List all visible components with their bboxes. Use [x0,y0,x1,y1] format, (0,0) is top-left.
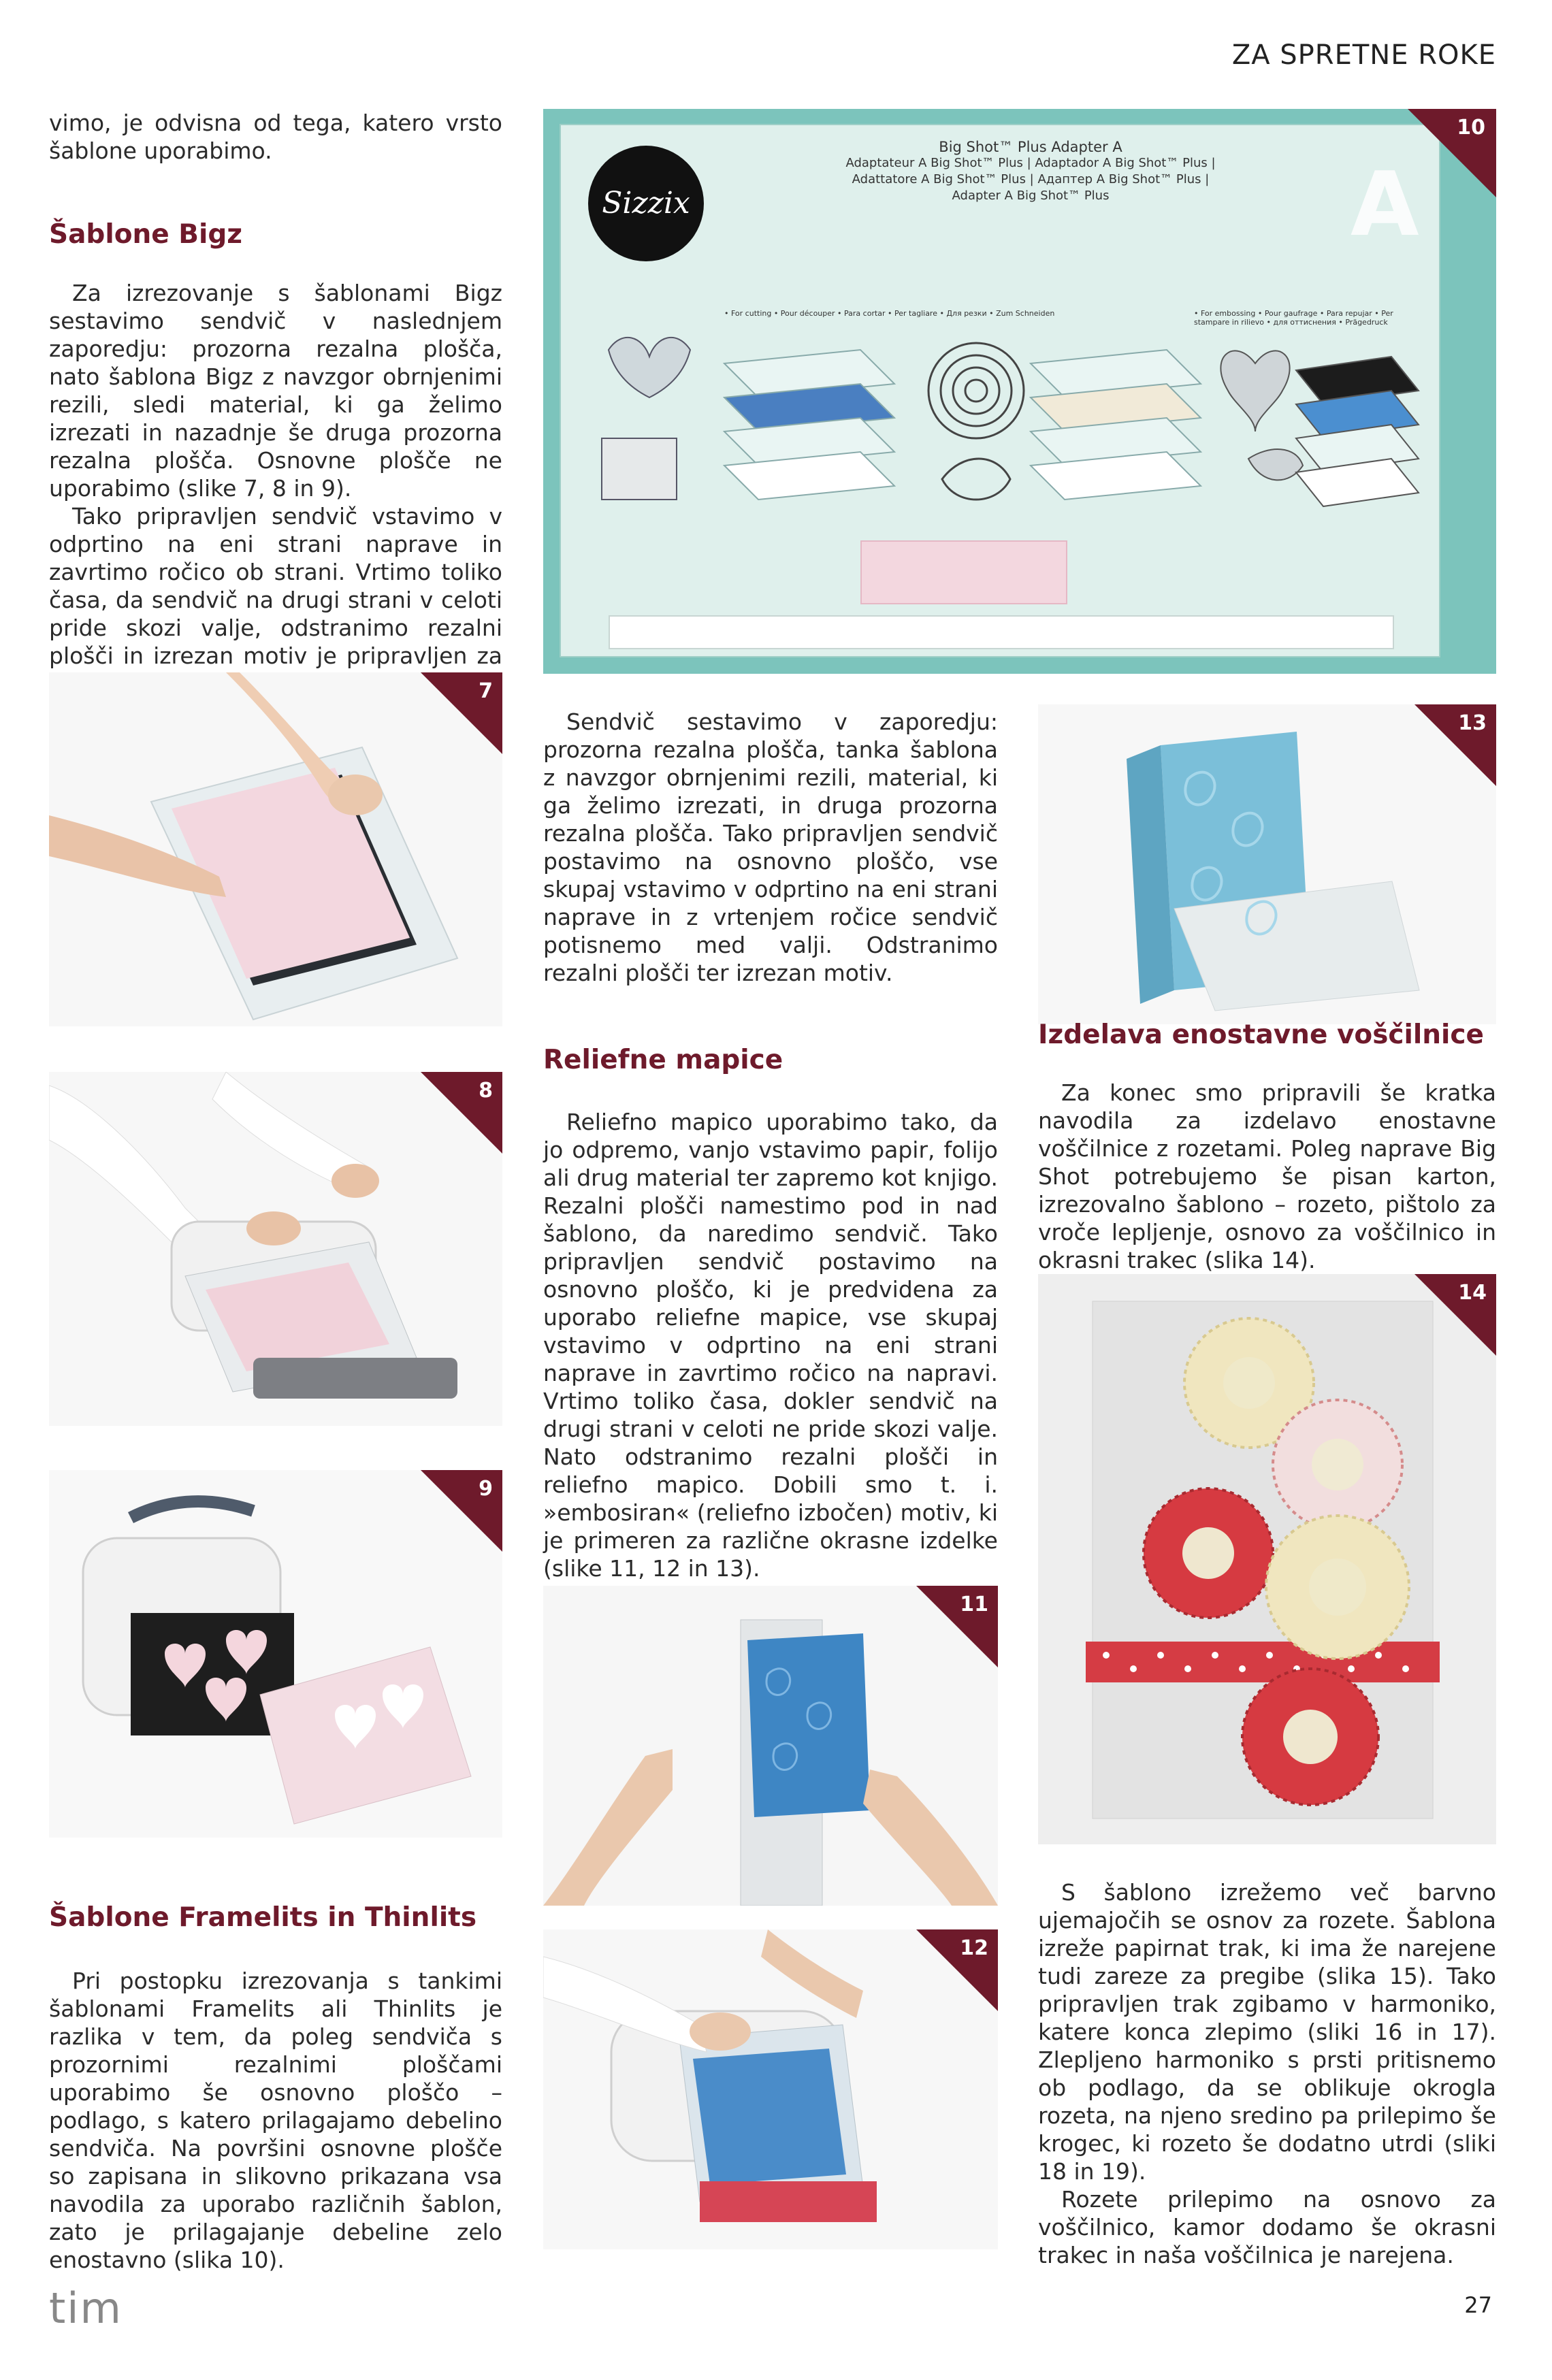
col3-card-text-1 [1038,1079,1496,1274]
figure-7-photo [49,672,502,1026]
figure-11-photo [543,1586,998,1906]
col1-bigz-text [49,279,502,698]
heading-card: Izdelava enostavne voščilnice [1038,1020,1484,1050]
figure-11-number: 11 [960,1593,988,1616]
col2-sandwich-text [543,708,998,987]
figure-13-number: 13 [1458,711,1487,735]
plate-diagrams [575,323,1432,547]
heading-bigz: Šablone Bigz [49,219,242,250]
figure-9-photo [49,1470,502,1838]
plate-warning-strip [609,615,1394,649]
figure-12-photo [543,1929,998,2249]
figure-8-number: 8 [479,1079,493,1103]
running-header: ZA SPRETNE ROKE [1231,39,1496,71]
plate-title: Big Shot™ Plus Adapter A [939,139,1122,155]
plate-note-box [860,540,1067,604]
figure-14-number: 14 [1458,1281,1487,1305]
plate-lang-line-1: Adaptateur A Big Shot™ Plus | Adaptador A Big Shot™ Plus | [845,156,1216,170]
col1-intro [49,109,502,165]
cutting-label: • For cutting • Pour découper • Para cortar • Per tagliare • Для резки • Zum Schneiden [724,309,1055,318]
plate-lang-line-3: Adapter A Big Shot™ Plus [952,189,1110,203]
figure-9-number: 9 [479,1477,493,1501]
figure-14-photo [1038,1274,1496,1844]
figure-8-photo [49,1072,502,1426]
page-number: 27 [1464,2292,1492,2318]
heading-framelits: Šablone Framelits in Thinlits [49,1902,477,1933]
figure-13-photo [1038,704,1496,1024]
embossing-label: • For embossing • Pour gaufrage • Para repujar • Per stampare in rilievo • для оттиснения • Prägedruck [1194,309,1393,327]
plate-letter: A [1351,152,1419,256]
sizzix-logo: Sizzix [588,146,704,261]
col2-relief-text [543,1108,998,1582]
plate-title-block [820,139,1242,204]
figure-7-number: 7 [479,679,493,703]
bigz-paragraph-2: Tako pripravljen sendvič vstavimo v odprtino na eni strani naprave in zavrtimo ročico ob strani. Vrtimo toliko časa, da sendvič na drugi strani v celoti pride skozi valje, odstranimo rezalni plošči in izrezan motiv je pripravljen za [49,503,502,669]
intro-paragraph: vimo, je odvisna od tega, katero vrsto šablone uporabimo. [49,110,502,164]
framelits-paragraph: Pri postopku izrezovanja s tankimi šablonami Framelits ali Thinlits je razlika v tem, da poleg sendviča s prozornimi rezalnimi ploščami uporabimo še osnovno ploščo – podlago, s katero prilagajamo debelino sendviča. Na površini osnovne plošče so zapisana in slikovno prikazana vsa navodila za uporabo različnih šablon, zato je prilagajanje debeline zelo enostavno (slika 10). [49,1968,502,2273]
plate-lang-line-2: Adattatore A Big Shot™ Plus | Адаптер A Big Shot™ Plus | [852,172,1210,186]
sandwich-paragraph: Sendvič sestavimo v zaporedju: prozorna rezalna plošča, tanka šablona z navzgor obrnjenimi rezili, material, ki ga želimo izrezati, in druga prozorna rezalna plošča. Tako pripravljen sendvič postavimo na osnovno ploščo, vse skupaj vstavimo v odprtino na eni strani naprave in z vrtenjem ročice sendvič potisnemo med valji. Odstranimo rezalni plošči ter izrezan motiv. [543,708,998,986]
figure-12-number: 12 [960,1936,988,1960]
col3-card-text-2 [1038,1878,1496,2269]
col1-framelits-text [49,1967,502,2274]
figure-10-number: 10 [1457,116,1485,140]
relief-paragraph: Reliefno mapico uporabimo tako, da jo odpremo, vanjo vstavimo papir, folijo ali drug material ter zapremo kot knjigo. Rezalni plošči namestimo pod in nad šablono, da naredimo sendvič. Tako pripravljen sendvič postavimo na osnovno ploščo, ki je predvidena za uporabo reliefne mapice, vse skupaj vstavimo v odprtino na eni strani naprave in zavrtimo ročico na napravi. Vrtimo toliko časa, dokler sendvič na drugi strani v celoti ne pride skozi valje. Nato odstranimo rezalni plošči in reliefno mapico. Dobili smo t. i. »embosiran« (reliefno izbočen) motiv, ki je primeren za različne okrasne izdelke (slike 11, 12 in 13). [543,1109,998,1582]
figure-10-photo [543,109,1496,674]
card-paragraph-1: Za konec smo pripravili še kratka navodila za izdelavo enostavne voščilnice z rozetami. Poleg naprave Big Shot potrebujemo še pisan karton, izrezovalno šablono – rozeto, pištolo za vroče lepljenje, osnovo za voščilnico in okrasni trakec (slika 14). [1038,1079,1496,1273]
card-paragraph-2: S šablono izrežemo več barvno ujemajočih se osnov za rozete. Šablona izreže papirnat trak, ki ima že narejene tudi zareze za pregibe (slika 15). Tako pripravljen trak zgibamo v harmoniko, katere konca zlepimo (sliki 16 in 17). Zlepljeno harmoniko s prsti pritisnemo ob podlago, da se oblikuje okrogla rozeta, na njeno sredino pa prilepimo še krogec, ki rozeto še dodatno utrdi (sliki 18 in 19). [1038,1879,1496,2185]
footer-logo: tim [49,2283,123,2333]
card-paragraph-3: Rozete prilepimo na osnovo za voščilnico, kamor dodamo še okrasni trakec in naša voščilnica je narejena. [1038,2186,1496,2268]
heading-relief: Reliefne mapice [543,1045,783,1075]
adapter-plate [560,124,1440,657]
figure-14-illustration [1038,1274,1496,1844]
bigz-paragraph-1: Za izrezovanje s šablonami Bigz sestavimo sendvič v naslednjem zaporedju: prozorna rezalna plošča, nato šablona Bigz z navzgor obrnjenimi rezili, sledi material, ki ga želimo izrezati in nazadnje še druga prozorna rezalna plošča. Osnovne plošče ne uporabimo (slike 7, 8 in 9). [49,280,502,502]
